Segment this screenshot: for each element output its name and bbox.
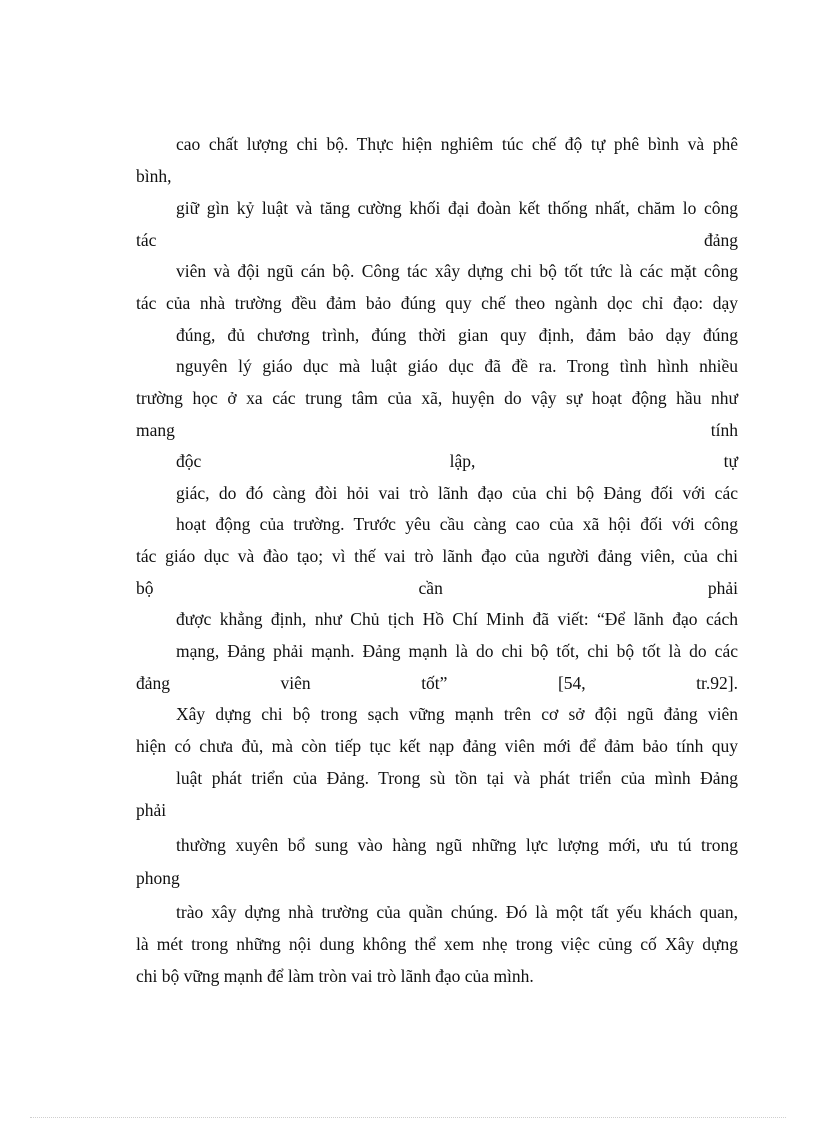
text-line: mạng, Đảng phải mạnh. Đảng mạnh là do chi bộ tốt, chi bộ tốt là do các [176, 641, 738, 661]
text-line: giữ gìn kỷ luật và tăng cường khối đại đoàn kết thống nhất, chăm lo công [176, 198, 738, 218]
text-line: giác, do đó càng đòi hỏi vai trò lãnh đạo của chi bộ Đảng đối với các [176, 483, 738, 503]
text-line: nguyên lý giáo dục mà luật giáo dục đã đề ra. Trong tình hình nhiều [176, 356, 738, 376]
text-line: phong [136, 868, 180, 888]
text-line: đảng viên tốt” [54, tr.92]. [136, 673, 738, 693]
text-line: viên và đội ngũ cán bộ. Công tác xây dựng chi bộ tốt tức là các mặt công [176, 261, 738, 281]
page-bottom-border [30, 1117, 786, 1118]
text-line: cao chất lượng chi bộ. Thực hiện nghiêm túc chế độ tự phê bình và phê [176, 134, 738, 154]
text-line: thường xuyên bổ sung vào hàng ngũ những lực lượng mới, ưu tú trong [176, 835, 738, 855]
text-line: hoạt động của trường. Trước yêu cầu càng cao của xã hội đối với công [176, 514, 738, 534]
text-line: tác đảng [136, 230, 738, 250]
text-line: trào xây dựng nhà trường của quần chúng. Đó là một tất yếu khách quan, [176, 902, 738, 922]
text-line: tác của nhà trường đều đảm bảo đúng quy chế theo ngành dọc chỉ đạo: dạy [136, 293, 738, 313]
text-line: là mét trong những nội dung không thể xem nhẹ trong việc củng cố Xây dựng [136, 934, 738, 954]
text-line: bộ cần phải [136, 578, 738, 598]
text-line: mang tính [136, 420, 738, 440]
text-line: hiện có chưa đủ, mà còn tiếp tục kết nạp đảng viên mới để đảm bảo tính quy [136, 736, 738, 756]
text-line: độc lập, tự [176, 451, 738, 471]
text-line: bình, [136, 166, 172, 186]
text-line: luật phát triển của Đảng. Trong sù tồn tại và phát triển của mình Đảng [176, 768, 738, 788]
text-line: chi bộ vững mạnh để làm tròn vai trò lãnh đạo của mình. [136, 966, 534, 986]
text-line: trường học ở xa các trung tâm của xã, huyện do vậy sự hoạt động hầu như [136, 388, 738, 408]
text-line: tác giáo dục và đào tạo; vì thế vai trò lãnh đạo của người đảng viên, của chi [136, 546, 738, 566]
text-line: được khẳng định, như Chủ tịch Hồ Chí Minh đã viết: “Để lãnh đạo cách [176, 609, 738, 629]
text-line: Xây dựng chi bộ trong sạch vững mạnh trên cơ sở đội ngũ đảng viên [176, 704, 738, 724]
text-line: đúng, đủ chương trình, đúng thời gian quy định, đảm bảo dạy đúng [176, 325, 738, 345]
text-line: phải [136, 800, 167, 820]
